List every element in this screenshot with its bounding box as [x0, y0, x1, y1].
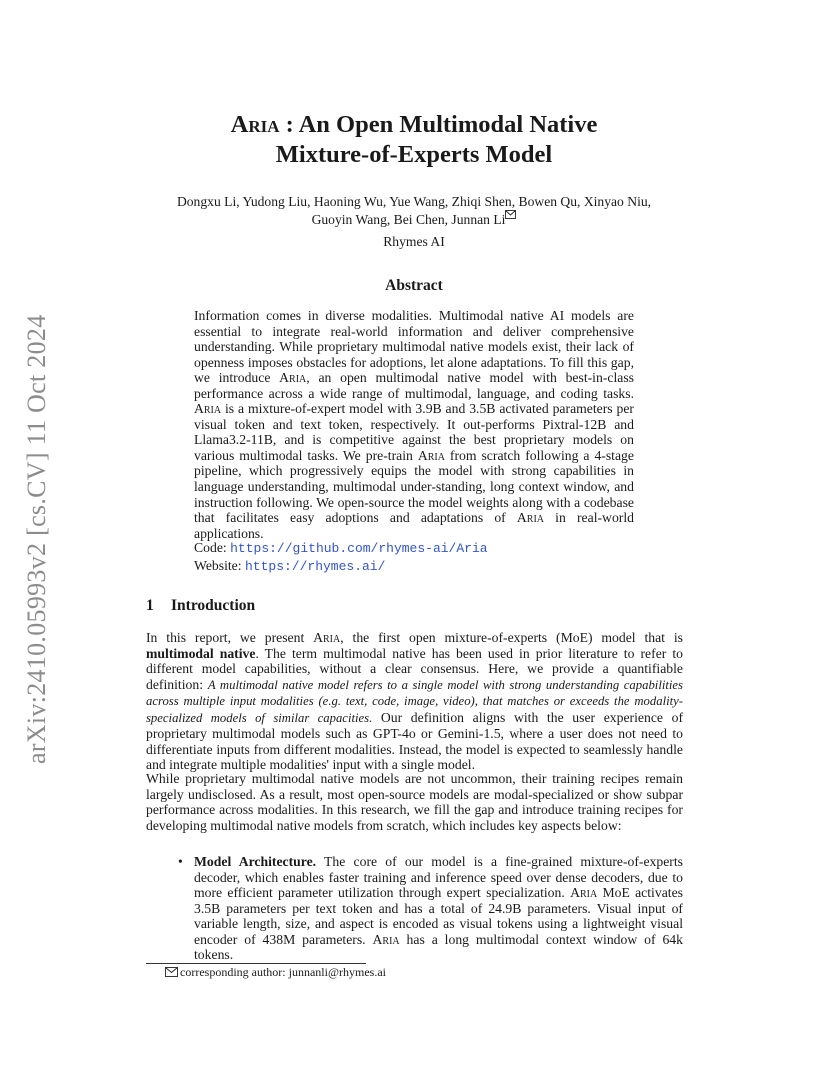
footnote [165, 965, 386, 979]
affiliation: Rhymes AI [383, 234, 445, 249]
model-name: Aria [372, 931, 400, 947]
text-run: , the first open mixture-of-experts (MoE) model that is [340, 630, 683, 645]
abstract-part: in real-world applications. [194, 510, 634, 541]
model-name: Aria [570, 885, 598, 901]
paper-title [0, 110, 828, 170]
code-link[interactable]: https://github.com/rhymes-ai/Aria [230, 541, 488, 556]
text-run: The core of our model is a fine-grained mixture-of-experts decoder, which enables faster training and inference speed over dense decoders, due to more efficient parameter utilization through expert specialization. [194, 854, 683, 901]
text-run: . The term multimodal native has been used in prior literature to refer to different model capabilities, without a clear consensus. Here, we provide a quantifiable definition: [146, 645, 684, 692]
model-name: Aria [194, 401, 222, 417]
text-run: MoE activates 3.5B parameters per text token and has a total of 24.9B parameters. Visual input of variable length, size, and aspect is encoded as visual tokens using a lightweight visual encoder of 438M parameters. [194, 885, 683, 947]
intro-paragraph-1 [146, 630, 683, 773]
footnote-rule [146, 963, 366, 964]
title-line1-rest: : An Open Multimodal Native [279, 111, 598, 138]
model-name: Aria [417, 447, 445, 463]
footnote-text: corresponding author: junnanli@rhymes.ai [180, 965, 387, 979]
code-label: Code: [194, 540, 231, 555]
website-label: Website: [194, 557, 245, 573]
abstract-text [194, 308, 634, 541]
envelope-icon [165, 967, 178, 977]
abstract-part: , an open multimodal native model with best-in-class performance across a wide range of multimodal, language, and coding tasks. [194, 370, 634, 401]
bullet-marker: • [178, 854, 183, 869]
text-run: has a long multimodal context window of 64k tokens. [194, 931, 683, 963]
definition-italic: A multimodal native model refers to a single model with strong understanding capabilities across multiple input modalities (e.g. text, code, image, video), that matches or exceeds the modality-specialized models of similar capacities. [146, 677, 683, 725]
website-link[interactable]: https://rhymes.ai/ [244, 558, 386, 574]
model-name: Aria [279, 370, 307, 386]
resource-links [194, 540, 634, 576]
text-run: Our definition aligns with the user experience of proprietary multimodal models such as GPT-4o or Gemini-1.5, where a user does not need to differentiate inputs from different modalities. Instead, the model is expected to seamlessly handle and integrate multiple modalities' input with a single model. [146, 709, 683, 773]
authors-line1: Dongxu Li, Yudong Liu, Haoning Wu, Yue Wang, Zhiqi Shen, Bowen Qu, Xinyao Niu, [176, 194, 652, 209]
intro-paragraph-2: While proprietary multimodal native models are not uncommon, their training recipes remain largely undisclosed. As a result, most open-source models are modal-specialized or show subpar performance across modalities. In this research, we fill the gap and introduce training recipes for developing multimodal native models from scratch, which includes key aspects below: [146, 771, 683, 833]
author-list [120, 193, 708, 229]
abstract-part: is a mixture-of-expert model with 3.9B and 3.5B activated parameters per visual token and text token, respectively. It out-performs Pixtral-12B and Llama3.2-11B, and is competitive against the best proprietary models on various multimodal tasks. We pre-train [194, 401, 634, 463]
section-heading [146, 597, 255, 615]
text-run: In this report, we present [146, 630, 314, 645]
envelope-icon [505, 210, 516, 219]
abstract-heading: Abstract [385, 277, 443, 294]
title-line2: Mixture-of-Experts Model [275, 141, 553, 168]
section-title: Introduction [171, 597, 256, 614]
abstract-part: from scratch following a 4-stage pipeline, which progressively equips the model with strong capabilities in language understanding, multimodal under-standing, long context window, and instruction following. We open-source the model weights along with a codebase that facilitates easy adoptions and adaptations of [194, 447, 634, 526]
authors-line2: Guoyin Wang, Bei Chen, Junnan Li [311, 212, 506, 227]
bullet-label: Model Architecture. [194, 854, 317, 869]
title-model-name: Aria [230, 111, 280, 138]
model-name: Aria [516, 510, 545, 526]
section-number: 1 [146, 597, 154, 614]
abstract-part: Information comes in diverse modalities. Multimodal native AI models are essential to integrate real-world information and deliver comprehensive understanding. While proprietary multimodal native models exist, their lack of openness imposes obstacles for adoptions, let alone adaptations. To fill this gap, we introduce [194, 308, 634, 386]
bold-term: multimodal native [146, 645, 256, 661]
model-name: Aria [313, 630, 341, 645]
arxiv-side-stamp: arXiv:2410.05993v2 [cs.CV] 11 Oct 2024 [22, 314, 51, 764]
bullet-item-model-architecture [194, 854, 683, 963]
